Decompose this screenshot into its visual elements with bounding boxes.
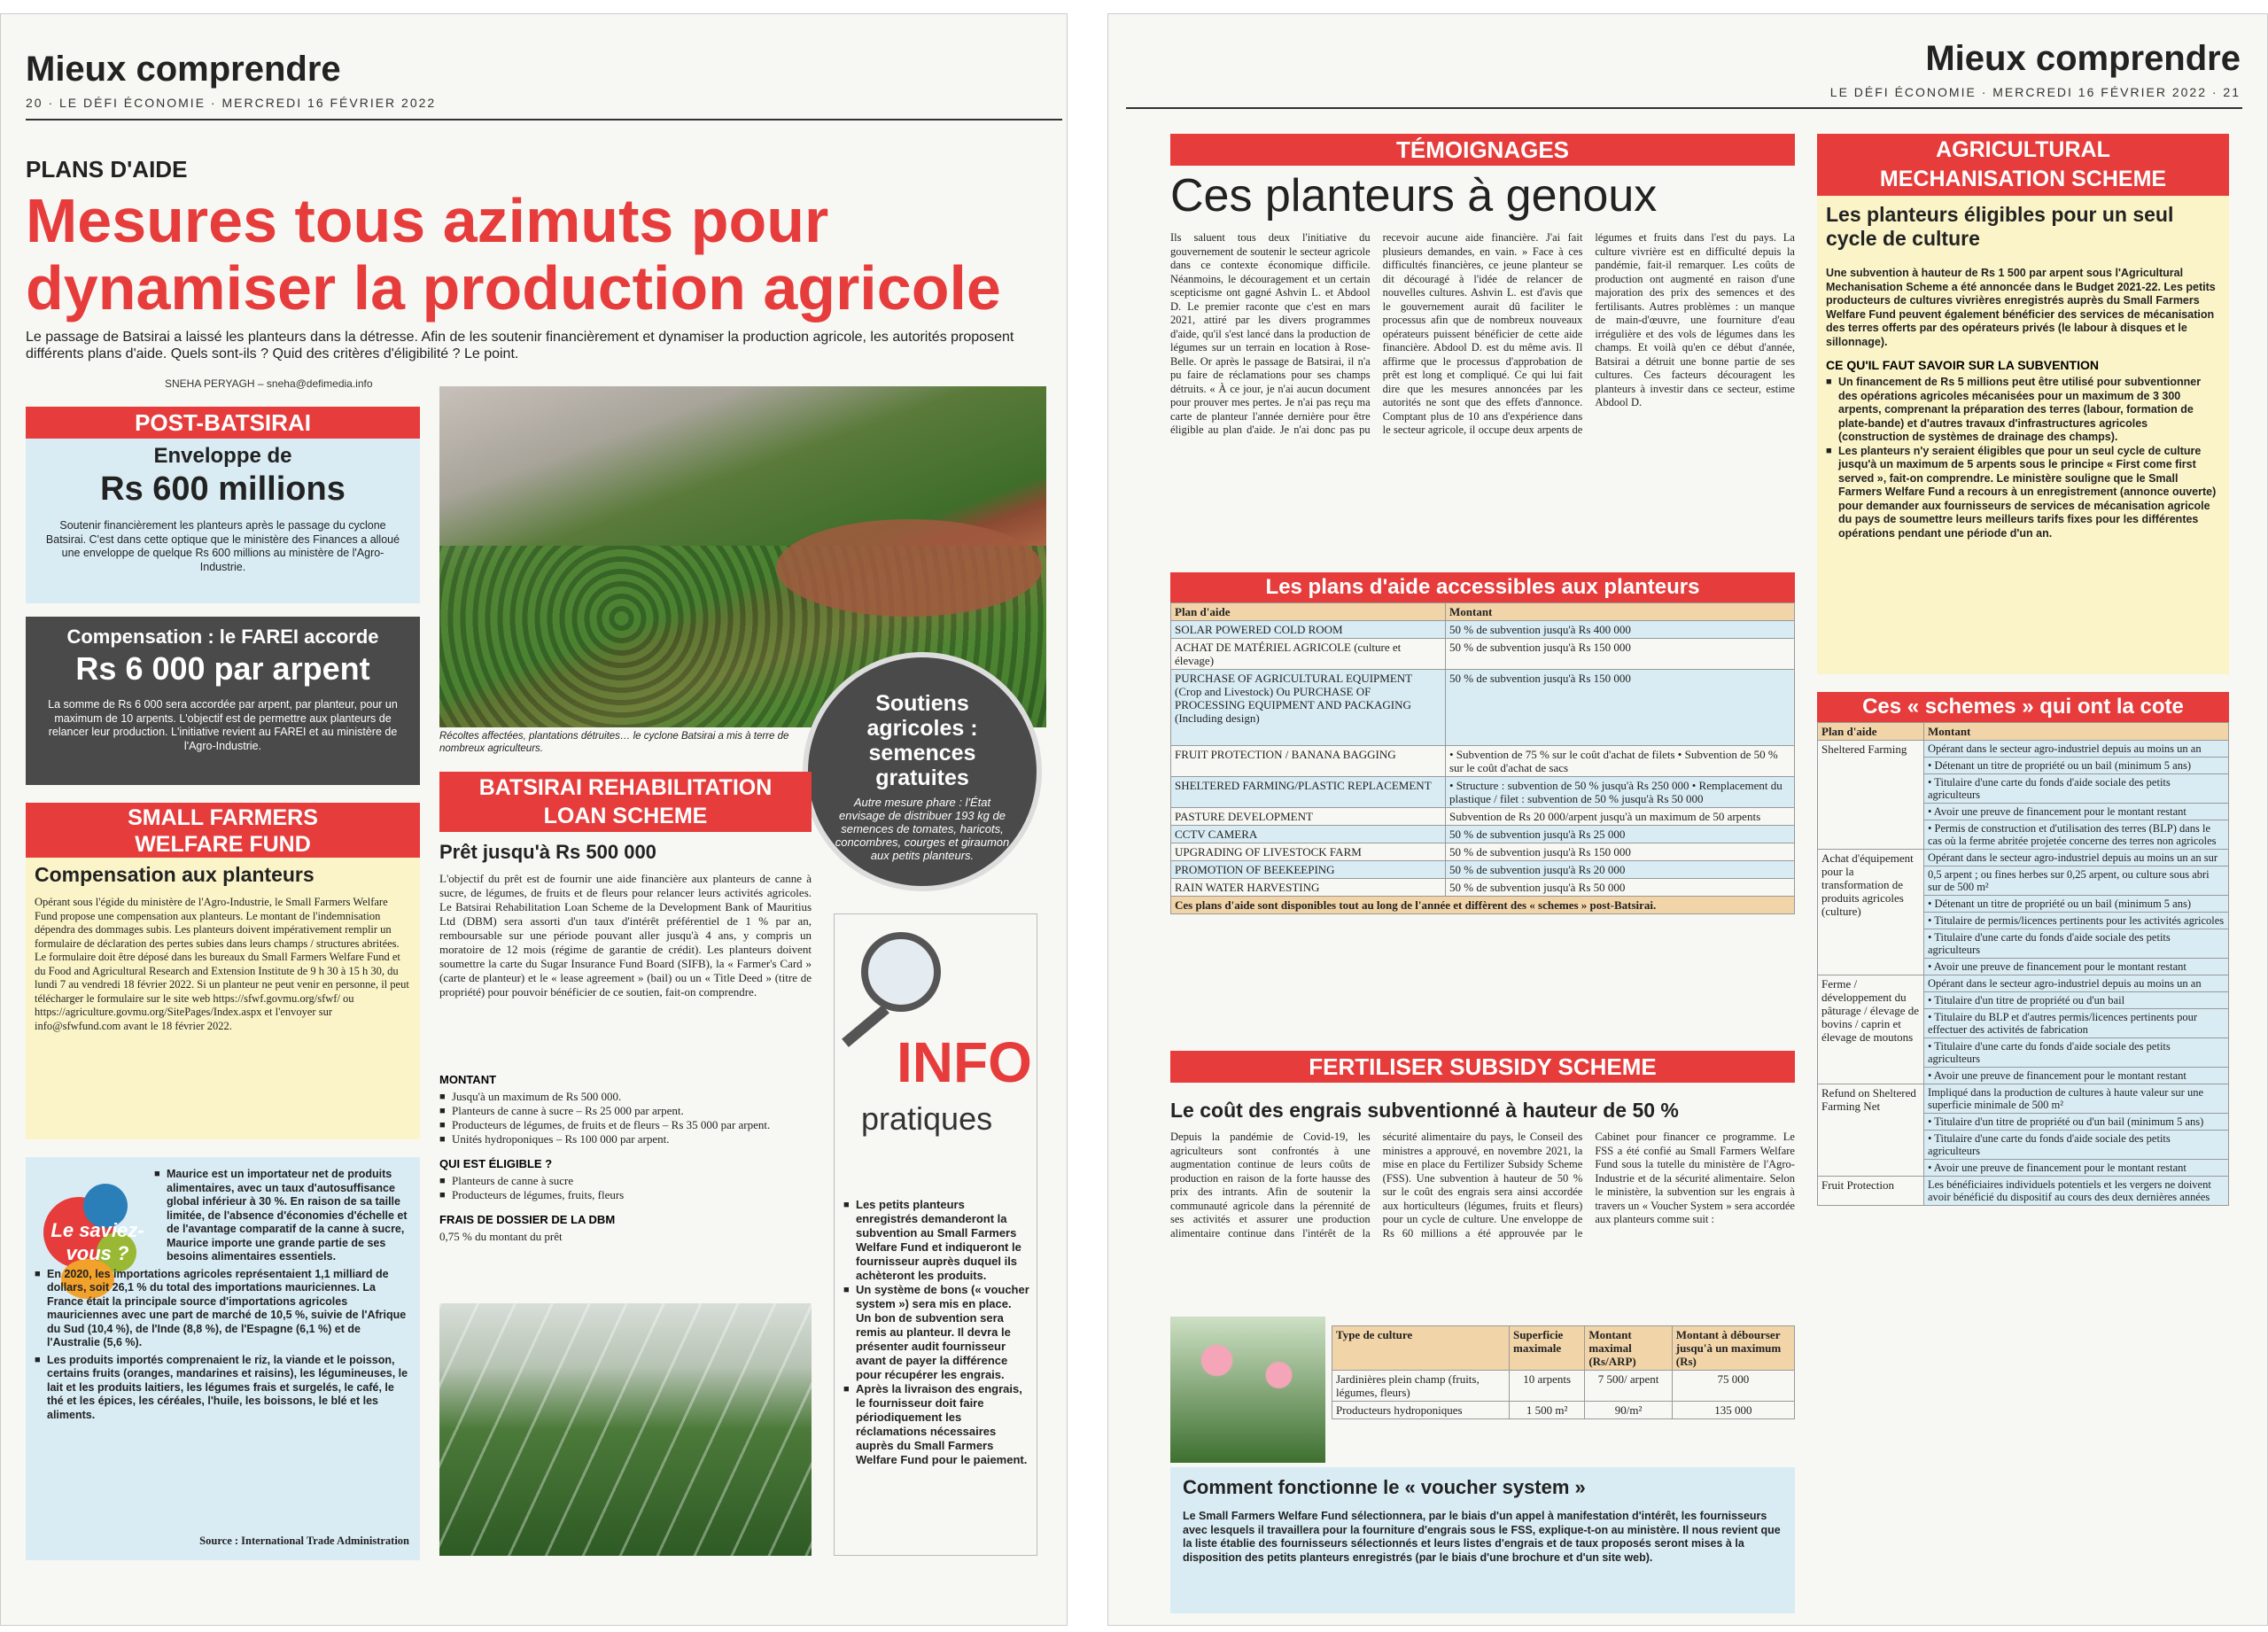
plans-cell: 50 % de subvention jusqu'à Rs 150 000 [1446,670,1795,746]
ams-section [1817,134,2229,674]
schemes-section [1817,692,2229,1206]
plans-cell: PASTURE DEVELOPMENT [1171,808,1446,826]
scheme-criterion: Opérant dans le secteur agro-industriel depuis au moins un an [1924,975,2229,992]
scheme-criterion: Opérant dans le secteur agro-industriel depuis au moins un an sur [1924,850,2229,867]
post-batsirai-box [26,407,420,603]
montant-item: ■ Planteurs de canne à sucre – Rs 25 000 par arpent. [439,1104,812,1118]
elig-heading: QUI EST ÉLIGIBLE ? [439,1157,553,1170]
scheme-name: Achat d'équipement pour la transformation de produits agricoles (culture) [1818,850,1924,975]
sfwf-box [26,803,420,1139]
brls-bar: BATSIRAI REHABILITATION LOAN SCHEME [439,772,812,832]
scheme-criterion: • Avoir une preuve de financement pour le montant restant [1924,804,2229,820]
magnifier-icon [861,932,941,1012]
montant-list [439,1090,812,1146]
fss-body: Depuis la pandémie de Covid-19, les agriculteurs sont confrontés à une augmentation continue de leurs coûts de production en raison de la forte hausse des prix des intrants. Afin de soutenir la communauté agricole dans la pérennité de ses activités et assurer une production alimentaire continue dans l'intérêt de la sécurité alimentaire du pays, le Conseil des ministres a approuvé, en novembre 2021, la mise en place du Fertilizer Subsidy Scheme (FSS). Une subvention à hauteur de 50 % sur le coût des engrais sera ainsi accordée aux horticulteurs (légumes, fruits et fleurs) pour un cycle de culture. Une enveloppe de Rs 60 millions a été approuvée par le Cabinet pour financer ce programme. Le FSS a été confié au Small Farmers Welfare Fund sous la tutelle du ministère de l'Agro-Industrie et de la sécurité alimentaire. Selon le ministère, la subvention sur les engrais à travers un « Voucher System » sera accordée aux planteurs comme suit : [1170,1131,1795,1240]
brls-sub: Prêt jusqu'à Rs 500 000 [439,841,656,863]
scheme-name: Fruit Protection [1818,1177,1924,1206]
left-page [0,13,1068,1626]
fss-cell: 10 arpents [1510,1371,1585,1402]
saviez-vous-text: Le saviez-vous ? [50,1219,144,1264]
saviez-source: Source : International Trade Administration [199,1534,409,1547]
fss-table [1332,1325,1795,1419]
scheme-criterion: • Titulaire d'un titre de propriété ou d'un bail [1924,992,2229,1009]
scheme-criterion: Les bénéficiaires individuels potentiels et les vergers ne doivent avoir bénéficié du dispositif au cours des deux dernières années [1924,1177,2229,1206]
plans-cell: 50 % de subvention jusqu'à Rs 25 000 [1446,826,1795,843]
saviez-vous-box [26,1157,420,1560]
plans-cell: 50 % de subvention jusqu'à Rs 50 000 [1446,879,1795,897]
plans-cell: UPGRADING OF LIVESTOCK FARM [1171,843,1446,861]
plans-cell: CCTV CAMERA [1171,826,1446,843]
fss-cell: Jardinières plein champ (fruits, légumes, fleurs) [1332,1371,1510,1402]
schemes-col-plan: Plan d'aide [1818,723,1924,741]
scheme-criterion: • Titulaire du BLP et d'autres permis/licences pertinents pour effectuer des activités de fabrication [1924,1009,2229,1038]
plans-col-plan: Plan d'aide [1171,603,1446,621]
post-batsirai-sub: Enveloppe de [153,444,292,468]
right-page [1107,13,2268,1626]
plans-cell: • Structure : subvention de 50 % jusqu'à Rs 250 000 • Remplacement du plastique / filet : subvention de 50 % jusqu'à Rs 50 000 [1446,777,1795,808]
ams-list [1826,376,2220,540]
header-rule [1126,107,2242,109]
temoignages-bar: TÉMOIGNAGES [1170,134,1795,166]
info-item: ■ Un système de bons (« voucher system ») sera mis en place. Un bon de subvention sera remis au planteur. Il devra le présenter audit fournisseur avant de payer la différence pour récupérer les engrais. [843,1283,1029,1382]
scheme-name: Refund on Sheltered Farming Net [1818,1084,1924,1177]
post-batsirai-body: Soutenir financièrement les planteurs après le passage du cyclone Batsirai. C'est dans cette optique que le ministère des Finances a alloué une enveloppe de quelque Rs 600 millions au ministère de l'Agro-Industrie. [45,519,400,573]
info-item: ■ Après la livraison des engrais, le fournisseur doit faire périodiquement les réclamations nécessaires auprès du Small Farmers Welfare Fund pour le paiement. [843,1382,1029,1467]
post-batsirai-amount: Rs 600 millions [100,470,346,508]
scheme-criterion: • Permis de construction et d'utilisation des terres (BLP) dans le cas où la ferme abritée projetée concerne des terres non agricoles [1924,820,2229,850]
sfwf-body: Opérant sous l'égide du ministère de l'Agro-Industrie, le Small Farmers Welfare Fund propose une compensation aux planteurs. Le montant de l'indemnisation dépendra des dommages subis. Les planteurs doivent impérativement remplir un formulaire de déclaration des pertes subies dans leurs champs / structures abritées. Le formulaire doit être déposé dans les bureaux du Small Farmers Welfare Fund et du Food and Agricultural Research and Extension Institute de 9 h 30 à 15 h 30, du lundi 7 au vendredi 18 février 2022. Si un planteur ne peut venir en personne, il peut télécharger le formulaire sur le site web https://sfwf.govmu.org/sfwf/ ou https://agriculture.govmu.org/SitePages/Index.aspx et l'envoyer sur info@sfwfund.com avant le 18 février 2022. [35,896,409,1032]
fss-section [1170,1051,1795,1123]
scheme-criterion: Opérant dans le secteur agro-industriel depuis au moins un an [1924,741,2229,758]
info-list [843,1198,1029,1467]
scheme-name: Ferme / développement du pâturage / élevage de bovins / caprin et élevage de moutons [1818,975,1924,1084]
brls-body: L'objectif du prêt est de fournir une aide financière aux planteurs de canne à sucre, de légumes, de fruits et de fleurs pour relancer leurs activités agricoles. Le Batsirai Rehabilitation Loan Scheme de la Development Bank of Mauritius Ltd (DBM) sera assorti d'un taux d'intérêt préférentiel de 1 % par an, remboursable sur une période pouvant aller jusqu'à 4 ans, y compris un moratoire de 12 mois (régime de garantie de crédit). Les planteurs doivent soumettre la carte du Sugar Insurance Fund Board (SIFB), la « Farmer's Card » (carte de planteur) et le « lease agreement » (bail) ou un « Title Deed » (titre de propriété) pour pouvoir bénéficier de ce soutien, fait-on comprendre. [439,872,812,999]
sfwf-bar: SMALL FARMERS WELFARE FUND [26,803,420,858]
header-subline: LE DÉFI ÉCONOMIE · MERCREDI 16 FÉVRIER 2022 · 21 [1829,85,2241,99]
voucher-box [1170,1467,1795,1613]
ams-sub: Les planteurs éligibles pour un seul cycle de culture [1826,203,2174,250]
scheme-criterion: 0,5 arpent ; ou fines herbes sur 0,25 arpent, ou culture sous abri sur de 500 m² [1924,867,2229,896]
plans-note: Ces plans d'aide sont disponibles tout au long de l'année et diffèrent des « schemes » post-Batsirai. [1171,897,1795,914]
fss-table-wrap [1332,1325,1795,1419]
ams-body: Une subvention à hauteur de Rs 1 500 par arpent sous l'Agricultural Mechanisation Scheme a été annoncée dans le Budget 2021-22. Les petits producteurs de cultures vivrières enregistrés auprès du Small Farmers Welfare Fund peuvent également bénéficier des services de mécanisation des terres offerts par des opérateurs privés (le labour à disques et le sillonnage). [1826,267,2216,348]
frais-heading: FRAIS DE DOSSIER DE LA DBM [439,1213,616,1226]
header-subline: 20 · LE DÉFI ÉCONOMIE · MERCREDI 16 FÉVRIER 2022 [26,96,437,110]
soutiens-circle [803,652,1042,891]
saviez-item: ■ En 2020, les importations agricoles représentaient 1,1 milliard de dollars, soit 26,1 % du total des importations mauriciennes. La France était la principale source d'importations agricoles mauriciennes avec une part de marché de 10,5 %, suivie de l'Afrique du Sud (10,4 %), de l'Inde (8,8 %), de l'Espagne (6,1 %) et de l'Australie (5,6 %). [35,1268,411,1350]
compensation-body: La somme de Rs 6 000 sera accordée par arpent, par planteur, pour un maximum de 10 arpents. L'objectif est de permettre aux planteurs de relancer leur production. L'initiative revient au FAREI et au ministère de l'Agro-Industrie. [48,698,398,752]
scheme-criterion: • Détenant un titre de propriété ou un bail (minimum 5 ans) [1924,896,2229,913]
saviez-item: ■ Maurice est un importateur net de produits alimentaires, avec un taux d'autosuffisance global inférieur à 30 %. En raison de sa taille limitée, de l'absence d'économies d'échelle et de l'avantage comparatif de la canne à sucre, Maurice importe une grande partie de ses besoins alimentaires essentiels. [154,1168,411,1264]
scheme-criterion: • Titulaire de permis/licences pertinents pour les activités agricoles [1924,913,2229,929]
fss-col: Montant maximal (Rs/ARP) [1585,1326,1672,1371]
fss-cell: 75 000 [1672,1371,1794,1402]
info-big: INFO [897,1030,1032,1094]
brls-section [439,772,812,864]
compensation-amount: Rs 6 000 par arpent [75,650,370,687]
brls-details [439,1073,812,1244]
kicker: PLANS D'AIDE [26,156,188,183]
headline: Mesures tous azimuts pour dynamiser la production agricole [26,186,1001,323]
scheme-criterion: • Titulaire d'une carte du fonds d'aide sociale des petits agriculteurs [1924,929,2229,959]
header-rule [26,119,1062,120]
fss-cell: Producteurs hydroponiques [1332,1402,1510,1419]
plans-cell: ACHAT DE MATÉRIEL AGRICOLE (culture et élevage) [1171,639,1446,670]
scheme-criterion: • Avoir une preuve de financement pour le montant restant [1924,1160,2229,1177]
header-title: Mieux comprendre [26,50,341,89]
scheme-criterion: • Avoir une preuve de financement pour le montant restant [1924,959,2229,975]
plans-cell: SHELTERED FARMING/PLASTIC REPLACEMENT [1171,777,1446,808]
compensation-title: Compensation : le FAREI accorde [66,626,379,648]
ams-item: ■ Les planteurs n'y seraient éligibles que pour un seul cycle de culture jusqu'à un maximum de 5 arpents sous le principe « First come first served », fait-on comprendre. Le ministère souligne que le Small Farmers Welfare Fund a recours à un enregistrement (annonce ouverte) pour demander aux fournisseurs de services de mécanisation agricole du pays de soumettre leurs meilleurs tarifs fixes pour les différentes opérations pendant une période d'un an. [1826,445,2220,541]
plans-table-section [1170,572,1795,914]
scheme-criterion: Impliqué dans la production de cultures à haute valeur sur une superficie minimale de 500 m² [1924,1084,2229,1114]
compensation-box [26,617,420,785]
plans-cell: RAIN WATER HARVESTING [1171,879,1446,897]
scheme-name: Sheltered Farming [1818,741,1924,850]
greenhouse-photo [439,1303,812,1556]
plans-cell: 50 % de subvention jusqu'à Rs 20 000 [1446,861,1795,879]
soutiens-body: Autre mesure phare : l'État envisage de distribuer 193 kg de semences de tomates, haricots, concombres, courges et giraumon aux petits planteurs. [835,796,1010,862]
fss-col: Type de culture [1332,1326,1510,1371]
byline: SNEHA PERYAGH – sneha@defimedia.info [165,377,373,390]
scheme-criterion: • Titulaire d'une carte du fonds d'aide sociale des petits agriculteurs [1924,774,2229,804]
info-item: ■ Les petits planteurs enregistrés demanderont la subvention au Small Farmers Welfare Fund et indiqueront le fournisseur auprès duquel ils achèteront les produits. [843,1198,1029,1283]
scheme-criterion: • Détenant un titre de propriété ou un bail (minimum 5 ans) [1924,758,2229,774]
ams-h2: CE QU'IL FAUT SAVOIR SUR LA SUBVENTION [1826,358,2099,372]
fss-cell: 1 500 m² [1510,1402,1585,1419]
sfwf-sub: Compensation aux planteurs [35,863,315,886]
temoignages-body: Ils saluent tous deux l'initiative du gouvernement de soutenir le secteur agricole dans ce contexte économique difficile. Néanmoins, le découragement et un certain scepticisme ont gagné Ashvin L. et Abdool D. Le premier raconte que c'est en mars 2021, attiré par les divers programmes d'aide, qu'il s'est lancé dans la production de légumes sur un terrain en location à Rose-Belle. Or après le passage de Batsirai, il n'a pu faire de réclamations pour ses champs détruits. « À ce jour, je n'ai aucun document pour prouver mes pertes. Je n'ai pas reçu ma carte de planteur l'année dernière pour être éligible au plan d'aide. Je n'ai donc pas pu recevoir aucune aide financière. J'ai fait plusieurs demandes, en vain. » Face à ces difficultés financières, ce jeune planteur se dit découragé à l'idée de relancer de nouvelles cultures. Ashvin L. est d'avis que le gouvernement aurait dû faciliter le processus afin que de nombreux nouveaux opérateurs puissent bénéficier de cette aide financière. Abdool D. est du même avis. Il affirme que le processus d'approbation de prêt est long et compliqué. Ce qui lui fait dire que les mesures annoncées par les autorités ne sont que des effets d'annonce. Comptant plus de 10 ans d'expérience dans le secteur agricole, il occupe deux arpents de légumes et fruits dans l'est du pays. La culture vivrière est en difficulté depuis la pandémie, fait-il remarquer. Les coûts de production ont augmenté en raison d'une majoration des prix des semences et des fertilisants. Autres problèmes : un manque de main-d'œuvre, une fourniture d'eau irrégulière et des vols de légumes dans les champs. Et voilà qu'en ce début d'année, Batsirai a détruit une bonne partie de ses cultures. Ces facteurs découragent les planteurs à investir dans ce secteur, estime Abdool D. [1170,231,1795,436]
plans-cell: PURCHASE OF AGRICULTURAL EQUIPMENT (Crop and Livestock) Ou PURCHASE OF PROCESSING EQUIPMENT AND PACKAGING (Including design) [1171,670,1446,746]
saviez-item: ■ Les produits importés comprenaient le riz, la viande et le poisson, certains fruits (oranges, mandarines et raisins), les légumineuses, le lait et les produits laitiers, les légumes frais et surgelés, le café, le thé et les épices, les céréales, l'huile, les boissons, le blé et les aliments. [35,1354,411,1423]
scheme-criterion: • Titulaire d'une carte du fonds d'aide sociale des petits agriculteurs [1924,1038,2229,1068]
ams-item: ■ Un financement de Rs 5 millions peut être utilisé pour subventionner des opérations agricoles mécanisées pour un maximum de 3 300 arpents, comprenant la préparation des terres (labour, formation de plate-bande) et d'autres travaux d'infrastructures agricoles (construction de systèmes de drainage des champs). [1826,376,2220,445]
montant-item: ■ Jusqu'à un maximum de Rs 500 000. [439,1090,812,1104]
ams-bar: AGRICULTURAL MECHANISATION SCHEME [1817,134,2229,196]
elig-item: ■ Producteurs de légumes, fruits, fleurs [439,1188,812,1202]
standfirst: Le passage de Batsirai a laissé les planteurs dans la détresse. Afin de les soutenir financièrement et dynamiser la production agricole, les autorités proposent différents plans d'aide. Quels sont-ils ? Quid des critères d'éligibilité ? Le point. [26,330,1014,361]
scheme-criterion: • Titulaire d'une carte du fonds d'aide sociale des petits agriculteurs [1924,1131,2229,1160]
plans-cell: SOLAR POWERED COLD ROOM [1171,621,1446,639]
voucher-heading: Comment fonctionne le « voucher system » [1183,1476,1586,1498]
fss-cell: 90/m² [1585,1402,1672,1419]
info-pratiques-box [834,913,1037,1556]
info-small: pratiques [861,1100,993,1137]
plans-cell: 50 % de subvention jusqu'à Rs 150 000 [1446,639,1795,670]
montant-item: ■ Unités hydroponiques – Rs 100 000 par arpent. [439,1132,812,1146]
soutiens-title: Soutiens agricoles : semences gratuites [866,691,978,790]
plans-col-montant: Montant [1446,603,1795,621]
elig-item: ■ Planteurs de canne à sucre [439,1174,812,1188]
photo-caption: Récoltes affectées, plantations détruites… le cyclone Batsirai a mis à terre de nombreux agriculteurs. [439,731,789,754]
plans-cell: FRUIT PROTECTION / BANANA BAGGING [1171,746,1446,777]
plans-bar: Les plans d'aide accessibles aux planteurs [1170,572,1795,602]
fss-col: Superficie maximale [1510,1326,1585,1371]
plans-cell: 50 % de subvention jusqu'à Rs 150 000 [1446,843,1795,861]
schemes-table [1817,722,2229,1206]
montant-item: ■ Producteurs de légumes, de fruits et de fleurs – Rs 35 000 par arpent. [439,1118,812,1132]
elig-list [439,1174,812,1202]
plans-cell: PROMOTION OF BEEKEEPING [1171,861,1446,879]
voucher-body: Le Small Farmers Welfare Fund sélectionnera, par le biais d'un appel à manifestation d'intérêt, les fournisseurs avec lesquels il travaillera pour la fourniture d'engrais sous le FSS, explique-t-on au ministère. Il nous revient que la liste établie des fournisseurs sélectionnés et leurs listes d'engrais et de taux proposés seront mises à la disposition des petits planteurs enregistrés (par le biais d'une brochure et d'un site web). [1183,1510,1781,1564]
plans-cell: Subvention de Rs 20 000/arpent jusqu'à un maximum de 50 arpents [1446,808,1795,826]
temoignages-headline: Ces planteurs à genoux [1170,170,1658,221]
schemes-col-montant: Montant [1924,723,2229,741]
fss-col: Montant à débourser jusqu'à un maximum (Rs) [1672,1326,1794,1371]
scheme-criterion: • Titulaire d'un titre de propriété ou d'un bail (minimum 5 ans) [1924,1114,2229,1131]
frais-value: 0,75 % du montant du prêt [439,1230,563,1243]
plans-table [1170,602,1795,914]
fss-bar: FERTILISER SUBSIDY SCHEME [1170,1051,1795,1083]
flowers-photo [1170,1317,1325,1463]
post-batsirai-bar: POST-BATSIRAI [26,407,420,439]
plans-cell: • Subvention de 75 % sur le coût d'achat de filets • Subvention de 50 % sur le coût d'achat de sacs [1446,746,1795,777]
header-title: Mieux comprendre [1925,39,2241,78]
plans-cell: 50 % de subvention jusqu'à Rs 400 000 [1446,621,1795,639]
montant-heading: MONTANT [439,1073,497,1086]
fss-sub: Le coût des engrais subventionné à hauteur de 50 % [1170,1099,1679,1122]
fss-cell: 7 500/ arpent [1585,1371,1672,1402]
schemes-bar: Ces « schemes » qui ont la cote [1817,692,2229,722]
fss-cell: 135 000 [1672,1402,1794,1419]
scheme-criterion: • Avoir une preuve de financement pour le montant restant [1924,1068,2229,1084]
